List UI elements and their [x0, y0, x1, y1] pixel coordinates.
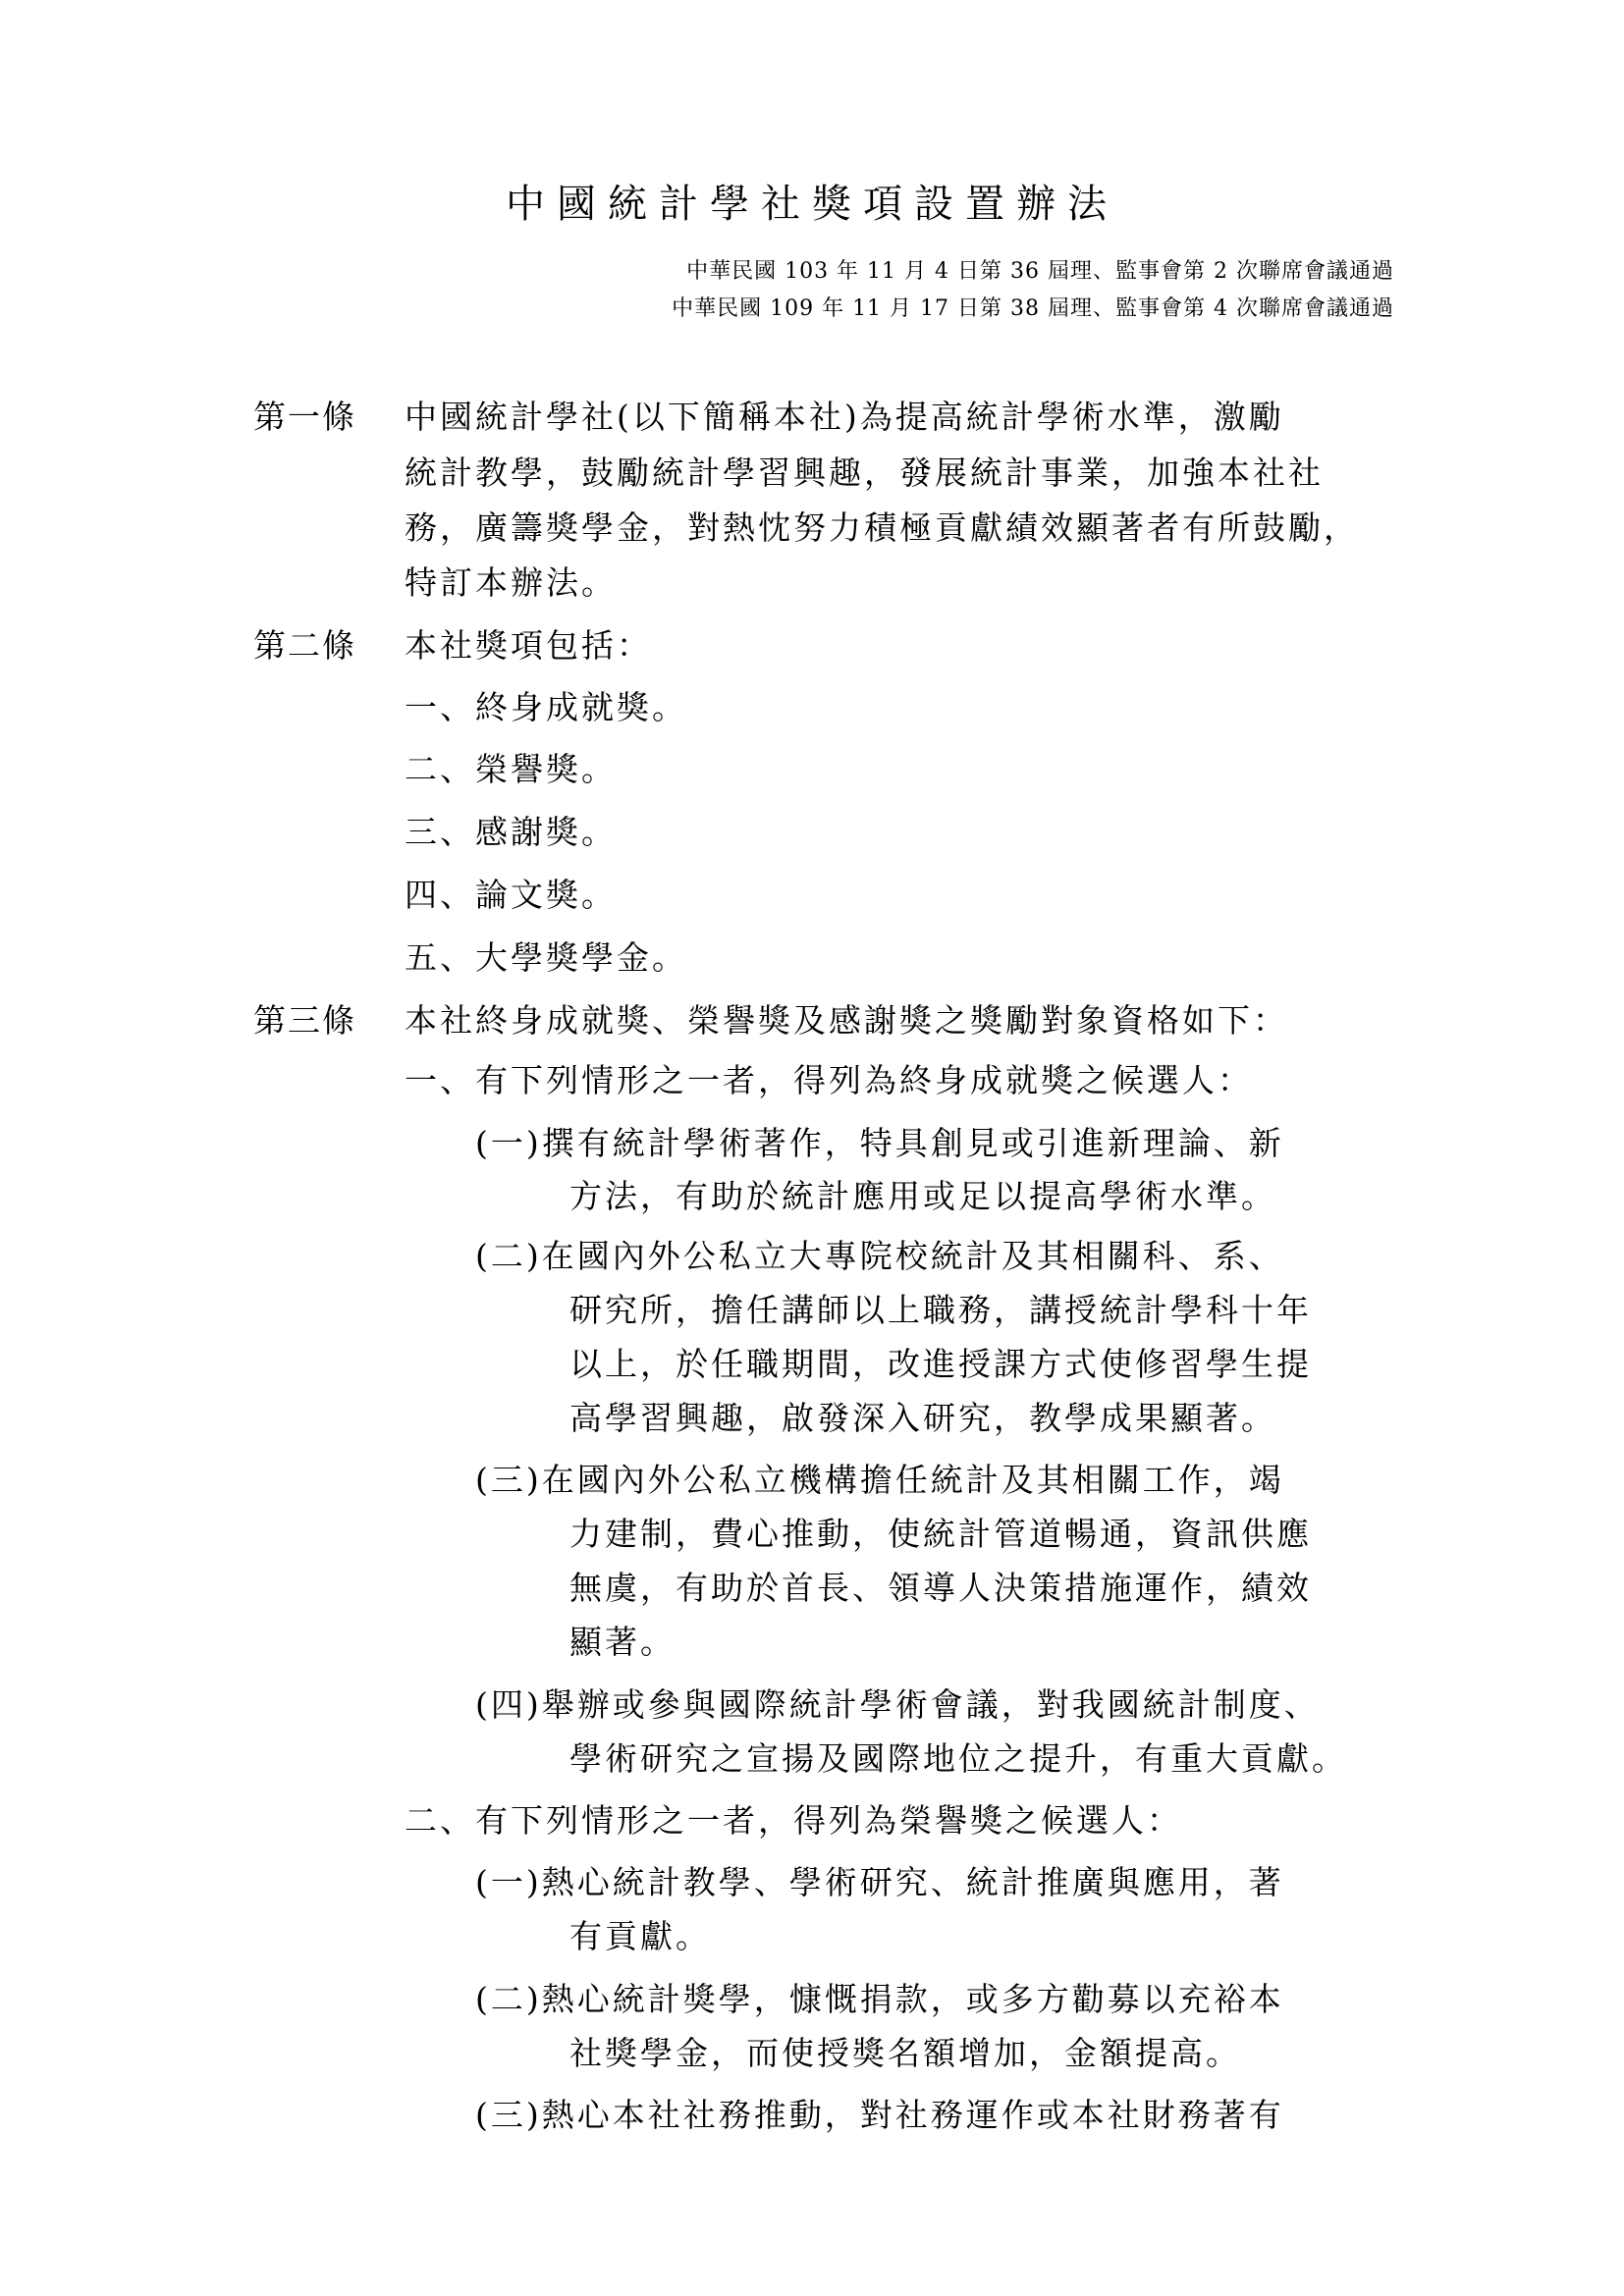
s1-sub4-line-1: (四)舉辦或參與國際統計學術會議，對我國統計制度、	[475, 1685, 1320, 1724]
article-2-intro: 本社獎項包括：	[405, 626, 652, 665]
article-1-line-2: 統計教學，鼓勵統計學習興趣，發展統計事業，加強本社社	[405, 454, 1324, 492]
s1-sub3-line-2: 力建制，費心推動，使統計管道暢通，資訊供應	[569, 1515, 1312, 1553]
s2-sub1-line-1: (一)熱心統計教學、學術研究、統計推廣與應用，著	[475, 1863, 1284, 1901]
s1-sub3-line-1: (三)在國內外公私立機構擔任統計及其相關工作，竭	[475, 1461, 1284, 1499]
s2-sub2-line-1: (二)熱心統計獎學，慷慨捐款，或多方勸募以充裕本	[475, 1980, 1284, 2018]
article-2-item-3: 三、感謝獎。	[405, 813, 617, 851]
article-1-line-3: 務，廣籌獎學金，對熱忱努力積極貢獻績效顯著者有所鼓勵，	[405, 508, 1359, 547]
article-2-item-2: 二、榮譽獎。	[405, 750, 617, 788]
article-1-label: 第一條	[253, 398, 356, 436]
amendment-note-2: 中華民國 109 年 11 月 17 日第 38 屆理、監事會第 4 次聯席會議通過	[672, 296, 1394, 321]
article-2-item-5: 五、大學獎學金。	[405, 938, 687, 977]
article-1-line-1: 中國統計學社(以下簡稱本社)為提高統計學術水準，激勵	[405, 398, 1284, 436]
amendment-note-1: 中華民國 103 年 11 月 4 日第 36 屆理、監事會第 2 次聯席會議通過	[686, 259, 1394, 284]
s2-sub2-line-2: 社獎學金，而使授獎名額增加，金額提高。	[569, 2034, 1241, 2072]
article-2-item-4: 四、論文獎。	[405, 876, 617, 914]
s1-sub3-line-3: 無虞，有助於首長、領導人決策措施運作，績效	[569, 1569, 1312, 1607]
s2-sub1-line-2: 有貢獻。	[569, 1917, 711, 1955]
article-2-item-1: 一、終身成就獎。	[405, 688, 687, 726]
s1-sub1-line-2: 方法，有助於統計應用或足以提高學術水準。	[569, 1177, 1276, 1215]
article-3-section-1-heading: 一、有下列情形之一者，得列為終身成就獎之候選人：	[405, 1061, 1253, 1099]
article-3-label: 第三條	[253, 1001, 356, 1040]
s1-sub2-line-1: (二)在國內外公私立大專院校統計及其相關科、系、	[475, 1237, 1284, 1275]
s1-sub2-line-3: 以上，於任職期間，改進授課方式使修習學生提	[569, 1345, 1312, 1383]
s1-sub1-line-1: (一)撰有統計學術著作，特具創見或引進新理論、新	[475, 1124, 1284, 1162]
s2-sub3-line-1: (三)熱心本社社務推動，對社務運作或本社財務著有	[475, 2096, 1284, 2134]
s1-sub2-line-2: 研究所，擔任講師以上職務，講授統計學科十年	[569, 1291, 1312, 1329]
article-1-line-4: 特訂本辦法。	[405, 563, 617, 602]
s1-sub2-line-4: 高學習興趣，啟發深入研究，教學成果顯著。	[569, 1399, 1276, 1437]
article-3-intro: 本社終身成就獎、榮譽獎及感謝獎之獎勵對象資格如下：	[405, 1001, 1288, 1040]
s1-sub3-line-4: 顯著。	[569, 1623, 676, 1661]
s1-sub4-line-2: 學術研究之宣揚及國際地位之提升，有重大貢獻。	[569, 1739, 1347, 1778]
document-title: 中國統計學社獎項設置辦法	[506, 182, 1118, 227]
article-3-section-2-heading: 二、有下列情形之一者，得列為榮譽獎之候選人：	[405, 1801, 1182, 1840]
article-2-label: 第二條	[253, 626, 356, 665]
